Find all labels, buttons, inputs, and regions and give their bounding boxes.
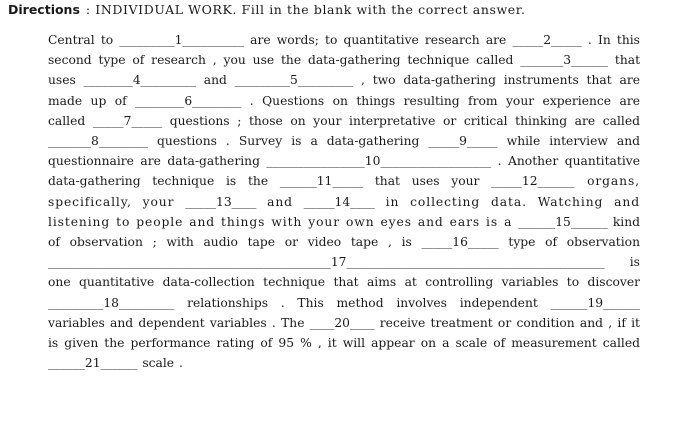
answer-blank-16: _____16_____	[421, 235, 499, 250]
answer-blank-17: ______________________________________________17__________________________________________	[48, 255, 605, 270]
passage-text-9: questions . Survey is a data-gathering	[148, 134, 429, 149]
answer-blank-21: ______21______	[48, 356, 138, 371]
answer-blank-11: ______11_____	[279, 174, 364, 189]
answer-blank-12: _____12______	[491, 174, 575, 189]
passage-text-2: are words; to quantitative research are	[243, 33, 513, 47]
fill-in-passage	[48, 30, 646, 373]
passage-text-5: and	[195, 73, 235, 88]
passage-text-18: is one quantitative data-collection technique that aims at controlling variables to discover	[48, 255, 645, 290]
passage-text-14: and	[256, 194, 304, 209]
answer-blank-5: _________5_________	[234, 73, 354, 88]
passage-text-21: receive treatment or condition and , if it is given the performance rating of 95 % , it will appear on a scale of measurement called	[48, 315, 645, 351]
passage-text-3: . In this second type of research , you use the data-gathering technique called	[48, 33, 645, 68]
passage-text-11: . Another quantitative data-gathering technique is the	[48, 154, 645, 189]
passage-text-12: that uses your	[363, 174, 492, 189]
answer-blank-13: _____13____	[185, 194, 257, 209]
answer-blank-19: ______19______	[550, 295, 640, 310]
passage-text-15: in collecting data. Watching and listening to people and things with your own eyes and ears is a	[48, 194, 646, 229]
answer-blank-3: _______3______	[520, 53, 609, 68]
answer-blank-4: ________4_________	[83, 73, 196, 88]
answer-blank-10: ________________10__________________	[266, 154, 492, 169]
passage-text-16: kind of observation ; with audio tape or video tape , is	[48, 214, 645, 250]
passage-text-1: Central to	[48, 33, 120, 47]
directions-text: : INDIVIDUAL WORK. Fill in the blank with the correct answer.	[85, 2, 526, 17]
passage-text-10: while interview and questionnaire are data-gathering	[48, 134, 645, 169]
passage-text-6: , two data-gathering instruments that are made up of	[48, 73, 645, 108]
answer-blank-8: _______8________	[48, 134, 149, 149]
answer-blank-9: _____9_____	[428, 134, 498, 149]
answer-blank-20: ____20____	[309, 315, 375, 330]
answer-blank-14: _____14____	[303, 194, 375, 209]
answer-blank-7: _____7_____	[92, 113, 163, 128]
passage-text-17: type of observation	[498, 235, 645, 250]
directions-label: Directions	[8, 2, 80, 17]
passage-text-4: that uses	[48, 53, 645, 88]
answer-blank-15: ______15______	[518, 214, 608, 229]
answer-blank-18: _________18_________	[48, 295, 175, 310]
passage-text-13: organs, specifically, your	[48, 174, 646, 209]
passage-text-22: scale .	[137, 356, 183, 371]
passage-text-8: questions ; those on your interpretative or critical thinking are called	[162, 113, 645, 128]
passage-text-7: . Questions on things resulting from your experience are called	[48, 93, 645, 128]
passage-text-20: variables and dependent variables . The	[48, 295, 645, 330]
answer-blank-1: _________1__________	[119, 33, 244, 47]
directions-header	[8, 2, 526, 18]
passage-text-19: relationships . This method involves independent	[174, 295, 551, 310]
answer-blank-6: ________6________	[135, 93, 242, 108]
answer-blank-2: _____2_____	[512, 33, 582, 47]
